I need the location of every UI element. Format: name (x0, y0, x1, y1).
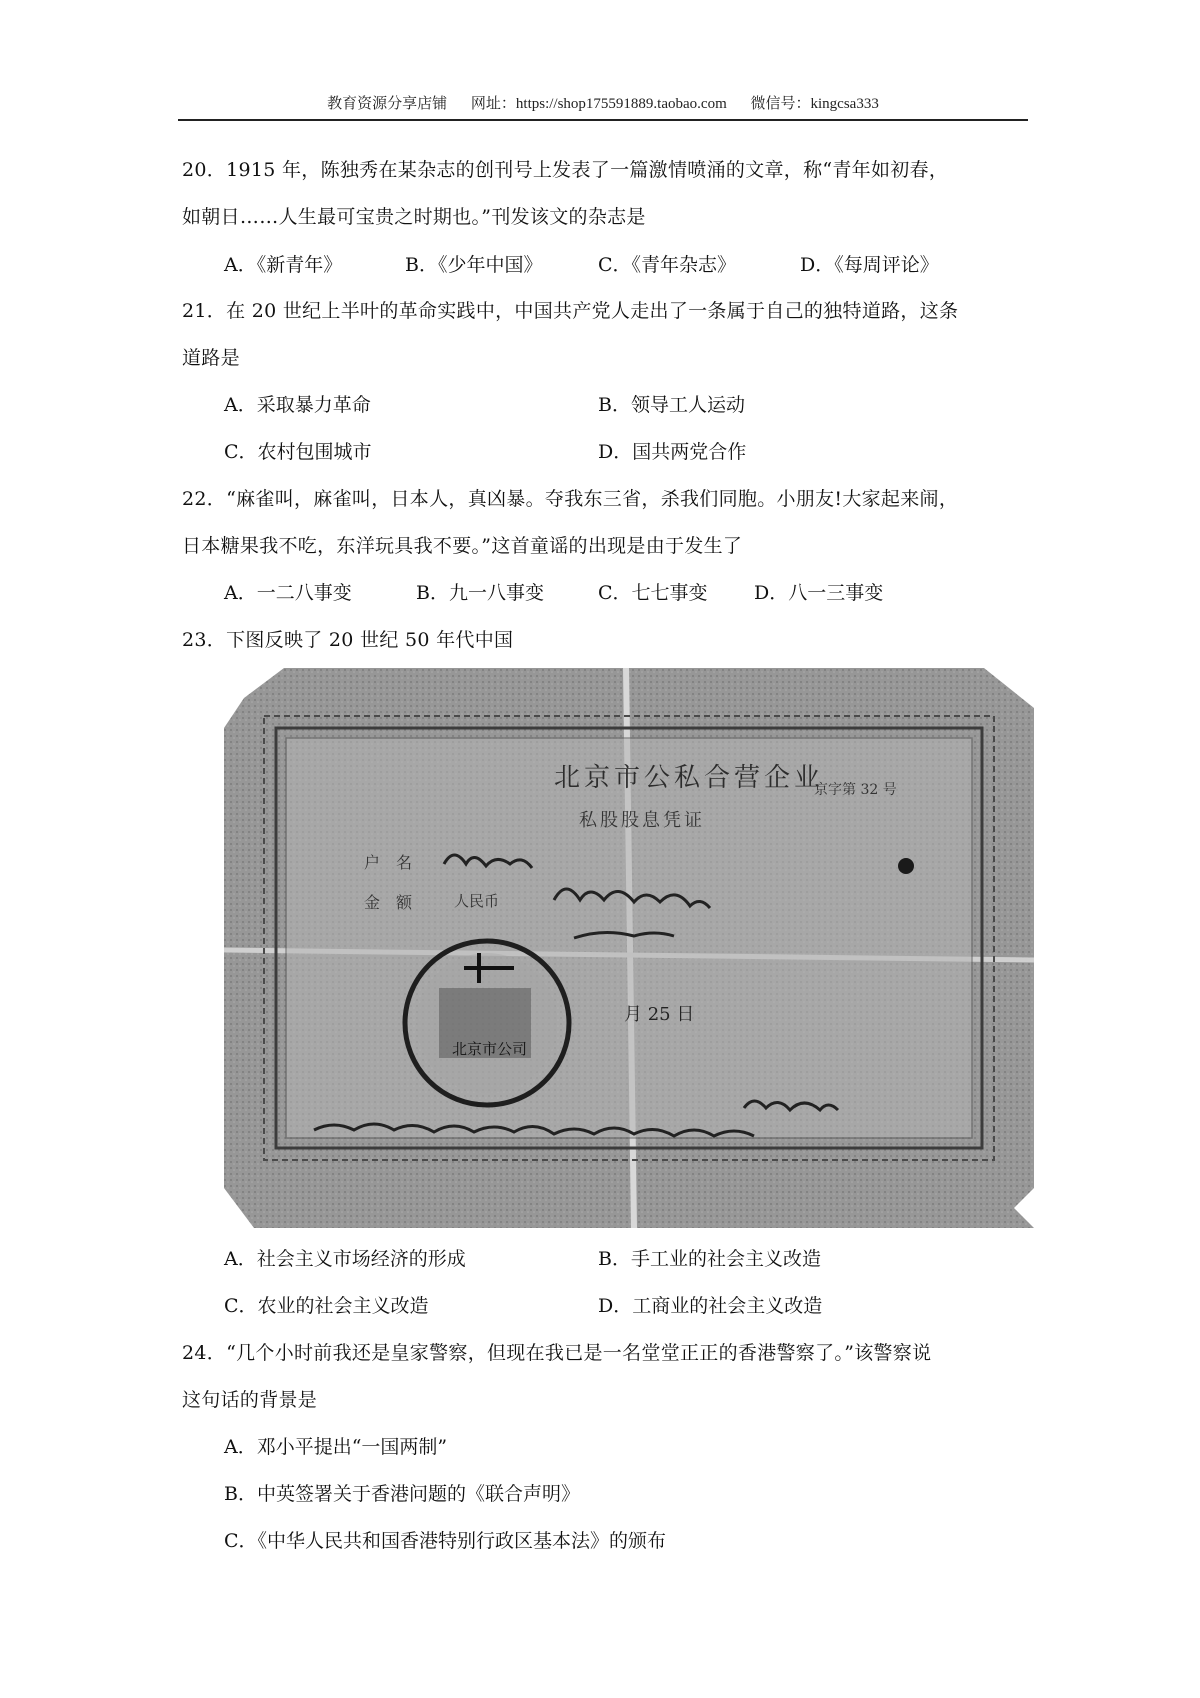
q22-stem-line1: 22．“麻雀叫，麻雀叫，日本人，真凶暴。夺我东三省，杀我们同胞。小朋友!大家起来闹， (182, 488, 959, 510)
q20-stem-line2: 如朝日……人生最可宝贵之时期也。”刊发该文的杂志是 (182, 206, 646, 228)
certificate-subtitle: 私股股息凭证 (579, 810, 705, 831)
q21-stem-line2: 道路是 (182, 347, 240, 369)
header-shop: 教育资源分享店铺 (327, 96, 448, 112)
q20-option-a: A．《新青年》 (224, 254, 343, 276)
q21-option-c: C．农村包围城市 (224, 441, 372, 463)
svg-text:户 名: 户 名 (364, 853, 413, 872)
q24-stem-line1: 24．“几个小时前我还是皇家警察，但现在我已是一名堂堂正正的香港警察了。”该警察说 (182, 1342, 932, 1364)
q22-stem-line2: 日本糖果我不吃，东洋玩具我不要。”这首童谣的出现是由于发生了 (182, 535, 743, 557)
q23-option-c: C．农业的社会主义改造 (224, 1295, 429, 1317)
q21-option-d: D．国共两党合作 (598, 441, 747, 463)
svg-text:人民币: 人民币 (454, 892, 500, 910)
q24-option-c: C．《中华人民共和国香港特别行政区基本法》的颁布 (224, 1530, 667, 1552)
q20-stem-line1: 20．1915 年，陈独秀在某杂志的创刊号上发表了一篇激情喷涌的文章，称“青年如初春， (182, 159, 949, 181)
q23-stem-line1: 23．下图反映了 20 世纪 50 年代中国 (182, 629, 514, 651)
q24-option-b: B．中英签署关于香港问题的《联合声明》 (224, 1483, 580, 1505)
q23-option-a: A．社会主义市场经济的形成 (224, 1248, 466, 1270)
q20-option-c: C．《青年杂志》 (598, 254, 737, 276)
header-wechat: 微信号：kingcsa333 (750, 96, 879, 112)
certificate-photo (224, 668, 1034, 1228)
header-url: 网址：https://shop175591889.taobao.com (470, 96, 727, 112)
certificate-illustration (224, 668, 1034, 1228)
q24-stem-line2: 这句话的背景是 (182, 1389, 318, 1411)
certificate-serial: 京字第 32 号 (814, 782, 897, 798)
q20-option-d: D．《每周评论》 (800, 254, 939, 276)
q22-option-a: A．一二八事变 (224, 582, 352, 604)
q23-option-b: B．手工业的社会主义改造 (598, 1248, 821, 1270)
q21-option-b: B．领导工人运动 (598, 394, 745, 416)
svg-text:金 额: 金 额 (364, 893, 413, 912)
q21-stem-line1: 21．在 20 世纪上半叶的革命实践中，中国共产党人走出了一条属于自己的独特道路，这条 (182, 300, 959, 322)
q22-option-c: C．七七事变 (598, 582, 708, 604)
q22-option-d: D．八一三事变 (754, 582, 884, 604)
header-divider (178, 119, 1028, 121)
q24-option-a: A．邓小平提出“一国两制” (224, 1436, 448, 1458)
q20-option-b: B．《少年中国》 (405, 254, 543, 276)
certificate-title: 北京市公私合营企业 (554, 763, 825, 793)
certificate-date: 月 25 日 (624, 1004, 695, 1025)
q21-option-a: A．采取暴力革命 (224, 394, 371, 416)
q22-option-b: B．九一八事变 (416, 582, 544, 604)
page-header (178, 92, 1028, 118)
stamp-text: 北京市公司 (452, 1040, 528, 1058)
q23-option-d: D．工商业的社会主义改造 (598, 1295, 823, 1317)
